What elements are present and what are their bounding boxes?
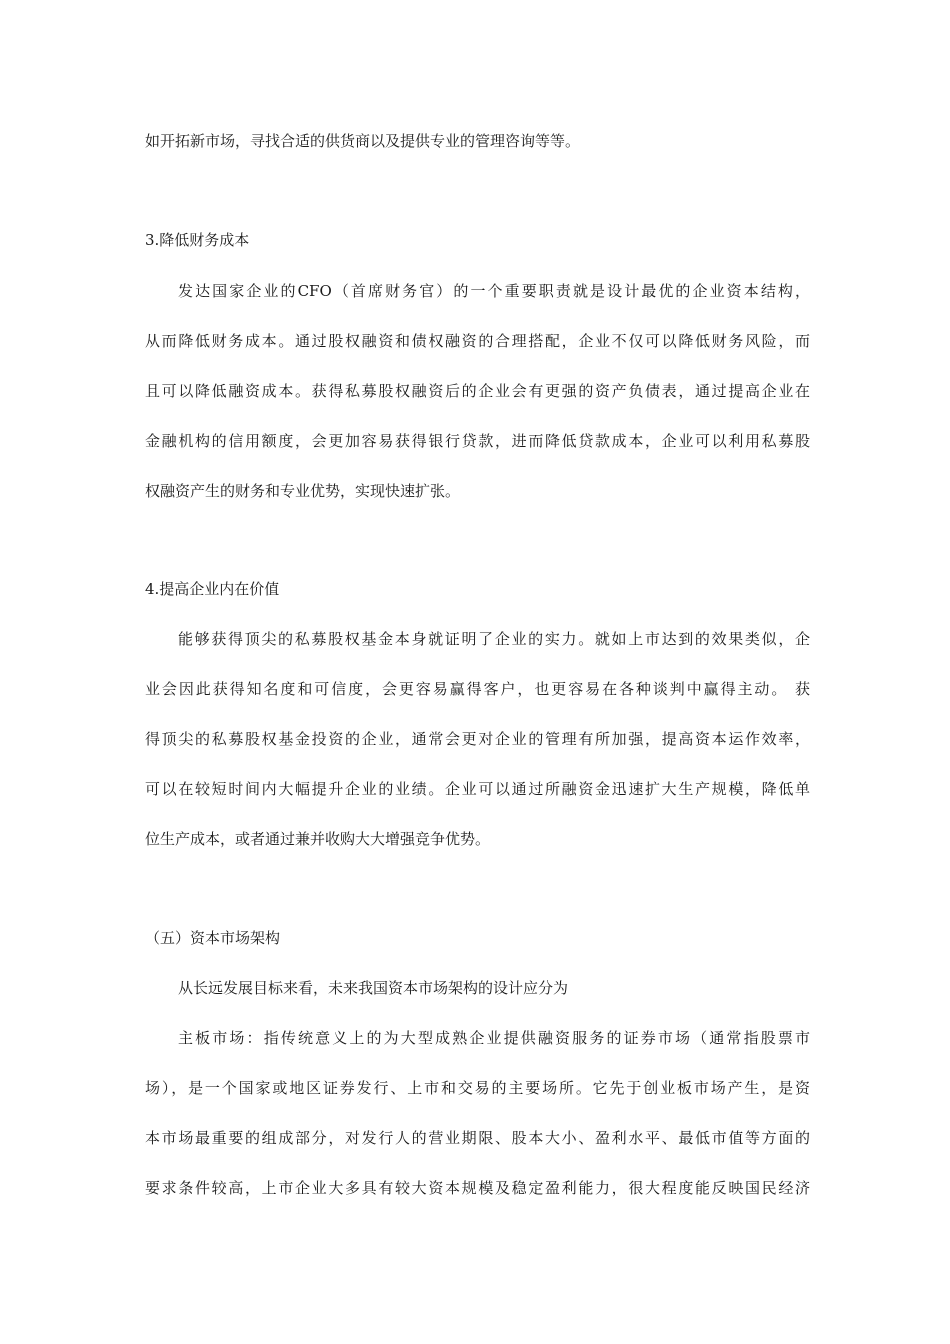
paragraph-line: 金融机构的信用额度，会更加容易获得银行贷款，进而降低贷款成本，企业可以利用私募股: [145, 432, 810, 450]
paragraph-line: 业会因此获得知名度和可信度，会更容易赢得客户，也更容易在各种谈判中赢得主动。 获: [145, 680, 810, 698]
paragraph-line: 能够获得顶尖的私募股权基金本身就证明了企业的实力。就如上市达到的效果类似，企: [178, 630, 810, 648]
paragraph-line: 发达国家企业的CFO（首席财务官）的一个重要职责就是设计最优的企业资本结构，: [178, 282, 810, 300]
paragraph-line: 如开拓新市场，寻找合适的供货商以及提供专业的管理咨询等等。: [145, 132, 581, 150]
section-heading-3: 3.降低财务成本: [145, 231, 250, 249]
paragraph-line: 本市场最重要的组成部分，对发行人的营业期限、股本大小、盈利水平、最低市值等方面的: [145, 1129, 810, 1147]
paragraph-line: 场），是一个国家或地区证券发行、上市和交易的主要场所。它先于创业板市场产生，是资: [145, 1079, 810, 1097]
section-heading-5: （五）资本市场架构: [145, 929, 281, 947]
paragraph-line: 可以在较短时间内大幅提升企业的业绩。企业可以通过所融资金迅速扩大生产规模，降低单: [145, 780, 810, 798]
paragraph-line: 位生产成本，或者通过兼并收购大大增强竞争优势。: [145, 830, 491, 848]
paragraph-line: 从而降低财务成本。通过股权融资和债权融资的合理搭配，企业不仅可以降低财务风险，而: [145, 332, 810, 350]
paragraph-line: 主板市场：指传统意义上的为大型成熟企业提供融资服务的证券市场（通常指股票市: [178, 1029, 810, 1047]
paragraph-line: 且可以降低融资成本。获得私募股权融资后的企业会有更强的资产负债表，通过提高企业在: [145, 382, 810, 400]
paragraph-line: 得顶尖的私募股权基金投资的企业，通常会更对企业的管理有所加强，提高资本运作效率，: [145, 730, 810, 748]
paragraph-line: 权融资产生的财务和专业优势，实现快速扩张。: [145, 482, 461, 500]
section-heading-4: 4.提高企业内在价值: [145, 580, 280, 598]
paragraph-line: 从长远发展目标来看，未来我国资本市场架构的设计应分为: [178, 979, 569, 997]
paragraph-line: 要求条件较高，上市企业大多具有较大资本规模及稳定盈利能力，很大程度能反映国民经济: [145, 1179, 810, 1197]
